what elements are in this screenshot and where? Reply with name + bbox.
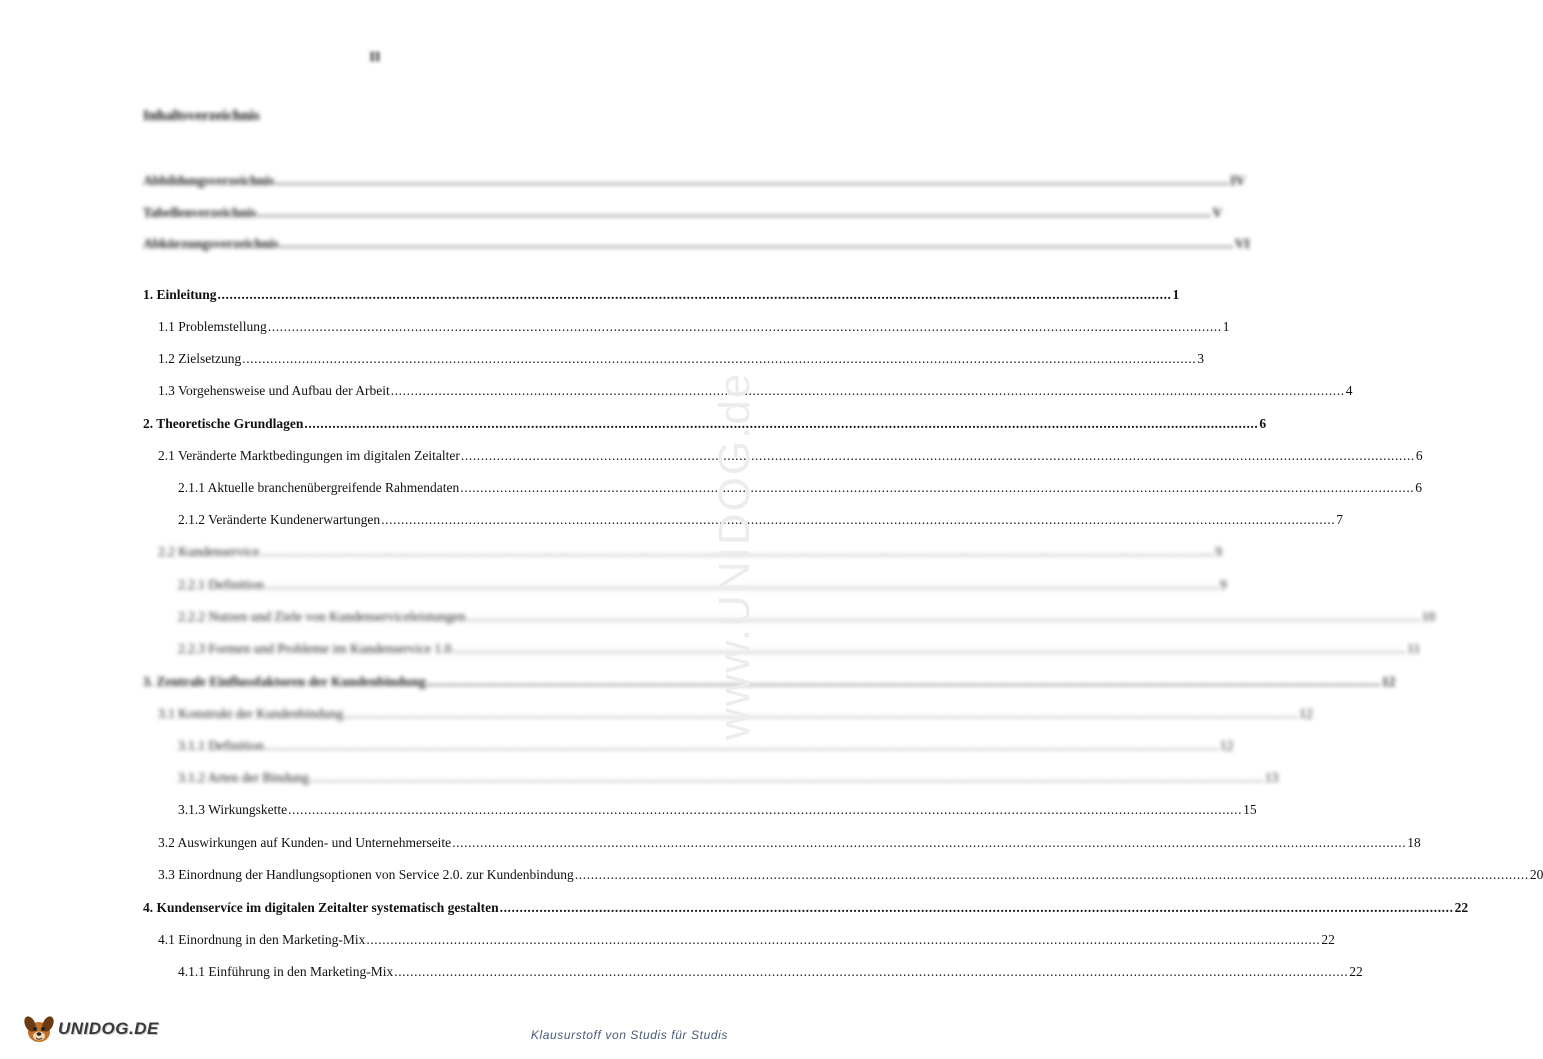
toc-entry-page: 6 (1259, 416, 1267, 431)
toc-entry-4-1 (158, 930, 1335, 950)
toc-entry-page: 20 (1529, 867, 1543, 882)
toc-entry-page: 12 (1381, 674, 1396, 689)
toc-entry-2-2 (158, 542, 1222, 562)
toc-entry-page: 4 (1345, 383, 1353, 398)
toc-entry-chapter-3 (143, 672, 1396, 692)
toc-entry-label: 3.1.2 Arten der Bindung (178, 770, 309, 785)
toc-entry-3-3 (158, 865, 1543, 885)
toc-title: Inhaltsverzeichnis (143, 108, 260, 124)
toc-entry-page: 22 (1454, 900, 1469, 915)
toc-entry-1-3 (158, 381, 1353, 401)
footer-claim: Klausurstoff von Studis für Studis (530, 1028, 728, 1042)
toc-entry-label: 2.2 Kundenservice (158, 544, 260, 559)
toc-entry-tabellenverzeichnis (143, 203, 1223, 223)
toc-entry-3-1-1 (178, 736, 1234, 756)
toc-entry-label: 2.2.3 Formen und Probleme im Kundenservice 1.0 (178, 641, 452, 656)
toc-entry-page: 10 (1421, 609, 1436, 624)
toc-entry-page: 11 (1407, 641, 1421, 656)
toc-entry-label: 4. Kundenservíce im digitalen Zeitalter systematisch gestalten (143, 900, 499, 915)
toc-entry-2-1 (158, 446, 1423, 466)
toc-entry-label: 1. Einleitung (143, 287, 217, 302)
toc-entry-label: 3.2 Auswirkungen auf Kunden- und Unternehmerseite (158, 835, 452, 850)
toc-entry-3-2 (158, 833, 1421, 853)
toc-entry-page: 6 (1415, 480, 1423, 495)
toc-entry-label: 2.1.1 Aktuelle branchenübergreifende Rahmendaten (178, 480, 460, 495)
unidog-logo[interactable] (22, 1012, 159, 1046)
toc-entry-1-1 (158, 317, 1230, 337)
toc-entry-label: 2.2.1 Definition (178, 577, 264, 592)
toc-entry-page: 13 (1264, 770, 1279, 785)
toc-entry-page: IV (1230, 173, 1246, 188)
toc-entry-page: 22 (1321, 932, 1335, 947)
dog-mascot-icon (22, 1012, 56, 1046)
toc-entry-2-1-2 (178, 510, 1343, 530)
toc-entry-2-2-1 (178, 575, 1227, 595)
toc-entry-label: Tabellenverzeichnis (143, 205, 257, 220)
toc-entry-label: Abkürzungsverzeichnis (143, 236, 279, 251)
toc-entry-label: 3.1 Konstrukt der Kundenbindung (158, 706, 344, 721)
toc-entry-label: 2.1.2 Veränderte Kundenerwartungen (178, 512, 381, 527)
toc-entry-label: 4.1 Einordnung in den Marketing-Mix (158, 932, 366, 947)
toc-entry-page: 12 (1219, 738, 1234, 753)
toc-entry-page: 3 (1197, 351, 1204, 366)
page-number: II (369, 50, 381, 65)
toc-entry-page: V (1212, 205, 1223, 220)
toc-entry-page: 1 (1172, 287, 1180, 302)
toc-entry-label: 1.3 Vorgehensweise und Aufbau der Arbeit (158, 383, 390, 398)
toc-entry-3-1 (158, 704, 1313, 724)
logo-text: UNIDOG.DE (58, 1019, 159, 1038)
toc-entry-3-1-2 (178, 768, 1279, 788)
toc-entry-page: 15 (1243, 802, 1257, 817)
toc-entry-4-1-1 (178, 962, 1363, 982)
toc-entry-abkuerzungsverzeichnis (143, 234, 1250, 254)
toc-entry-page: 22 (1349, 964, 1363, 979)
toc-entry-label: 3.1.3 Wirkungskette (178, 802, 288, 817)
toc-entry-label: 2.2.2 Nutzen und Ziele von Kundenserviceleistungen (178, 609, 466, 624)
toc-entry-label: 2.1 Veränderte Marktbedingungen im digitalen Zeitalter (158, 448, 460, 463)
toc-entry-abbildungsverzeichnis (143, 171, 1246, 191)
toc-entry-2-1-1 (178, 478, 1423, 498)
toc-entry-chapter-4 (143, 898, 1469, 918)
toc-entry-label: Abbildungsverzeichnis (143, 173, 275, 188)
toc-entry-1-2 (158, 349, 1204, 369)
toc-entry-label: 4.1.1 Einführung in den Marketing-Mix (178, 964, 394, 979)
toc-entry-page: VI (1234, 236, 1250, 251)
toc-entry-page: 6 (1415, 448, 1423, 463)
toc-entry-page: 12 (1299, 706, 1313, 721)
toc-entry-page: 1 (1222, 319, 1230, 334)
toc-entry-label: 3.1.1 Definition (178, 738, 264, 753)
toc-entry-page: 9 (1215, 544, 1222, 559)
toc-entry-label: 1.1 Problemstellung (158, 319, 267, 334)
toc-entry-label: 3.3 Einordnung der Handlungsoptionen von Service 2.0. zur Kundenbindung (158, 867, 574, 882)
toc-entry-chapter-1 (143, 285, 1180, 305)
toc-entry-label: 2. Theoretische Grundlagen (143, 416, 304, 431)
toc-entry-label: 1.2 Zielsetzung (158, 351, 242, 366)
toc-entry-2-2-2 (178, 607, 1436, 627)
toc-entry-2-2-3 (178, 639, 1421, 659)
toc-entry-page: 9 (1219, 577, 1227, 592)
toc-entry-3-1-3 (178, 800, 1257, 820)
watermark: www.UNIDOG.de (710, 371, 759, 740)
toc-entry-label: 3. Zentrale Einflussfaktoren der Kundenbindung (143, 674, 426, 689)
toc-entry-page: 7 (1336, 512, 1343, 527)
toc-entry-chapter-2 (143, 414, 1267, 434)
toc-entry-page: 18 (1407, 835, 1421, 850)
